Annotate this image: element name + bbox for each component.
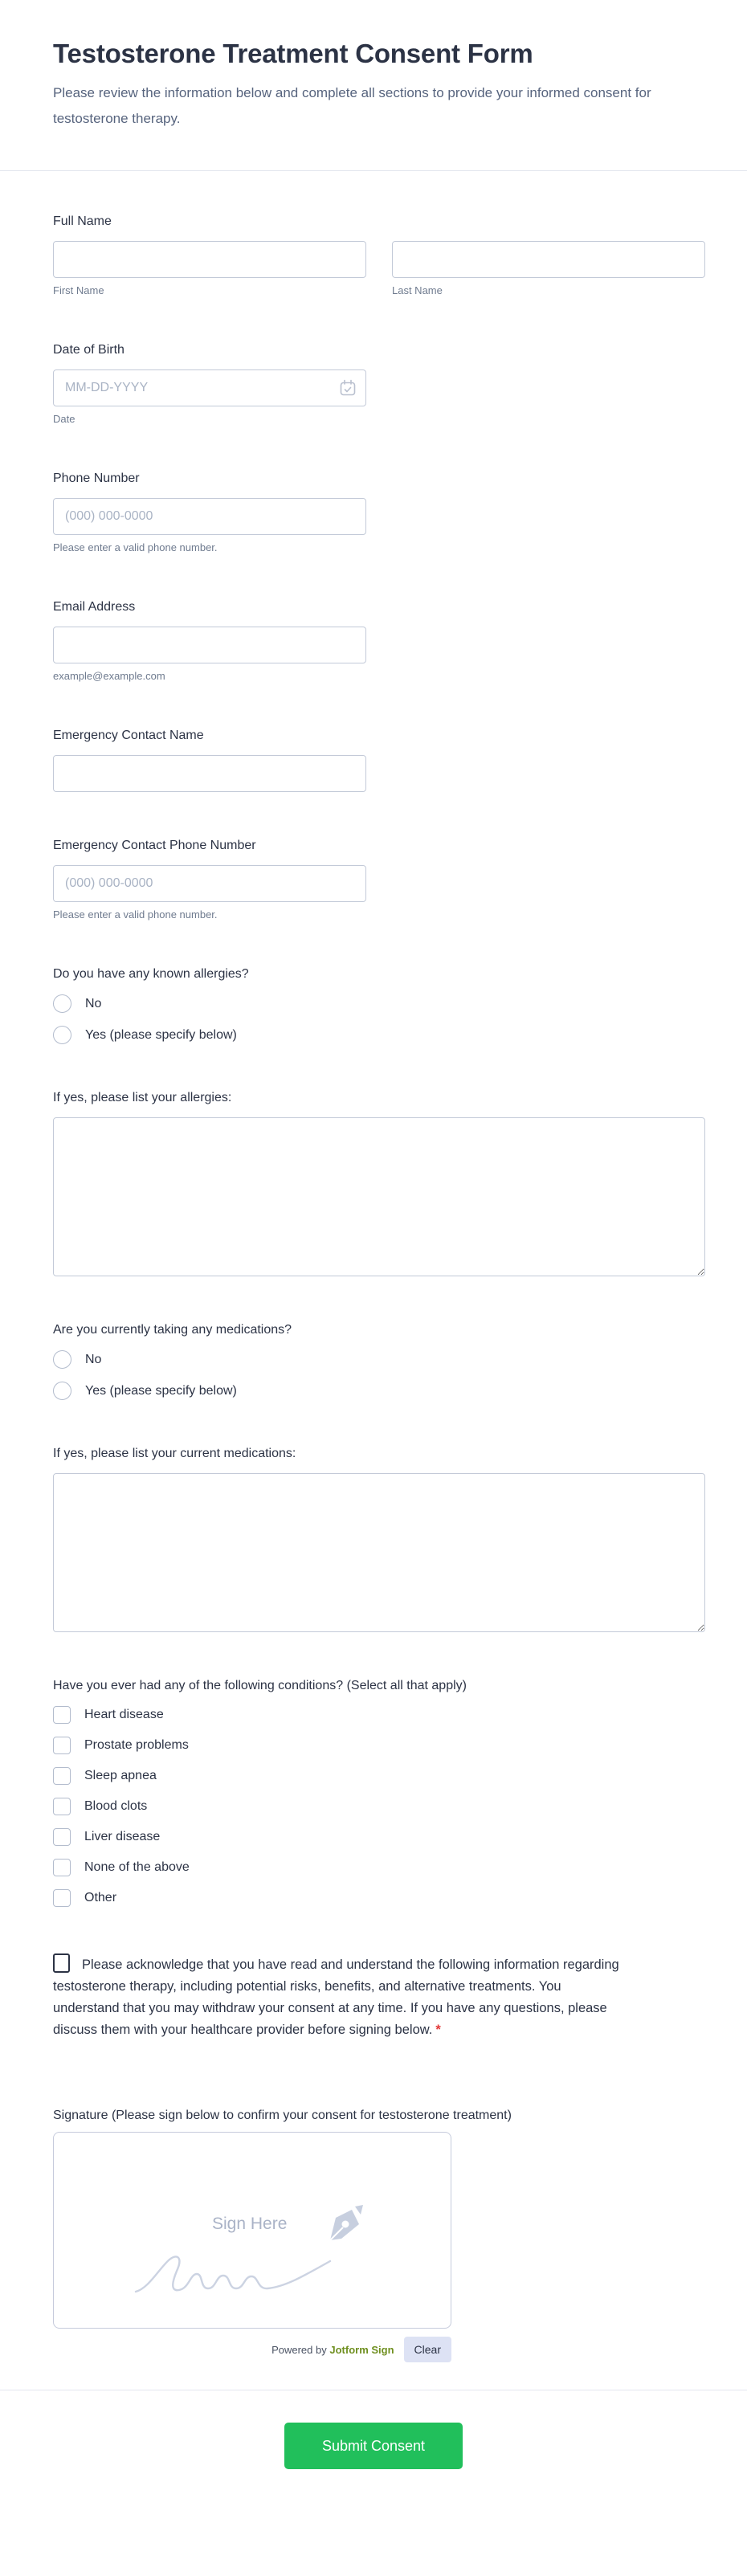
condition-option-none[interactable] (53, 1859, 705, 1876)
jotform-sign-brand: Jotform Sign (329, 2343, 394, 2356)
option-label: None of the above (84, 1860, 190, 1874)
emergency-phone-sublabel: Please enter a valid phone number. (53, 908, 218, 921)
option-label: Liver disease (84, 1830, 161, 1843)
option-label: Yes (please specify below) (85, 1027, 237, 1042)
allergies-list-label: If yes, please list your allergies: (53, 1091, 232, 1104)
field-allergies-list (53, 1091, 705, 1276)
calendar-check-icon[interactable] (339, 379, 357, 397)
medications-textarea[interactable] (53, 1473, 705, 1632)
phone-sublabel: Please enter a valid phone number. (53, 541, 218, 553)
submit-section (0, 2390, 747, 2511)
medications-option-no[interactable] (53, 1350, 705, 1369)
signature-squiggle-icon (133, 2247, 333, 2296)
field-signature (53, 2109, 705, 2362)
field-medications-choice (53, 1323, 705, 1400)
allergies-option-no[interactable] (53, 994, 705, 1013)
acknowledgment-checkbox[interactable] (53, 1953, 70, 1973)
field-emergency-name (53, 729, 705, 792)
radio-button-icon[interactable] (53, 1382, 71, 1400)
signature-label: Signature (Please sign below to confirm your consent for testosterone treatment) (53, 2109, 512, 2122)
dob-sublabel: Date (53, 413, 76, 425)
acknowledgment-text: Please acknowledge that you have read and understand the following information regarding testosterone therapy, including potential risks, benefits, and alternative treatments. You understand that you may withdraw your consent at any time. If you have any questions, please discuss them with your healthcare provider before signing below. (53, 1958, 619, 2037)
checkbox-icon[interactable] (53, 1828, 71, 1846)
dob-label: Date of Birth (53, 343, 124, 357)
last-name-sublabel: Last Name (392, 284, 443, 296)
powered-by-label: Powered by (271, 2343, 327, 2356)
page-title: Testosterone Treatment Consent Form (53, 39, 533, 68)
medications-option-yes[interactable] (53, 1382, 705, 1400)
allergies-choice-label: Do you have any known allergies? (53, 967, 249, 981)
signature-footer (53, 2337, 451, 2362)
option-label: No (85, 996, 102, 1010)
condition-option-sleep-apnea[interactable] (53, 1767, 705, 1785)
field-phone (53, 472, 705, 553)
required-asterisk: * (435, 2023, 441, 2037)
medications-choice-label: Are you currently taking any medications? (53, 1323, 292, 1337)
powered-by-text (271, 2344, 394, 2356)
option-label: Prostate problems (84, 1738, 189, 1752)
first-name-sublabel: First Name (53, 284, 104, 296)
acknowledgment-paragraph (53, 1953, 620, 2041)
option-label: Blood clots (84, 1799, 148, 1813)
email-label: Email Address (53, 600, 136, 614)
sign-here-text: Sign Here (212, 2215, 288, 2233)
emergency-phone-input[interactable] (53, 865, 366, 902)
full-name-label: Full Name (53, 214, 112, 228)
condition-option-other[interactable] (53, 1889, 705, 1907)
email-sublabel: example@example.com (53, 670, 165, 682)
emergency-phone-label: Emergency Contact Phone Number (53, 839, 256, 852)
full-name-row (53, 241, 705, 296)
option-label: Yes (please specify below) (85, 1383, 237, 1398)
signature-pad[interactable] (53, 2132, 451, 2329)
radio-button-icon[interactable] (53, 1026, 71, 1044)
form-subtitle: Please review the information below and complete all sections to provide your informed consent for testosterone therapy. (53, 85, 651, 126)
field-emergency-phone (53, 839, 705, 921)
field-medications-list (53, 1447, 705, 1632)
checkbox-icon[interactable] (53, 1767, 71, 1785)
condition-option-liver-disease[interactable] (53, 1828, 705, 1846)
last-name-input[interactable] (392, 241, 705, 278)
condition-option-prostate-problems[interactable] (53, 1737, 705, 1754)
checkbox-icon[interactable] (53, 1737, 71, 1754)
medications-options (53, 1350, 705, 1400)
conditions-label: Have you ever had any of the following conditions? (Select all that apply) (53, 1679, 467, 1692)
option-label: Sleep apnea (84, 1769, 157, 1782)
checkbox-icon[interactable] (53, 1889, 71, 1907)
first-name-input[interactable] (53, 241, 366, 278)
phone-label: Phone Number (53, 472, 140, 485)
radio-button-icon[interactable] (53, 1350, 71, 1369)
phone-input[interactable] (53, 498, 366, 535)
submit-button[interactable]: Submit Consent (284, 2423, 463, 2469)
emergency-name-input[interactable] (53, 755, 366, 792)
condition-option-heart-disease[interactable] (53, 1706, 705, 1724)
dob-input[interactable] (53, 369, 366, 406)
field-conditions (53, 1679, 705, 1907)
condition-option-blood-clots[interactable] (53, 1798, 705, 1815)
field-date-of-birth (53, 343, 705, 425)
checkbox-icon[interactable] (53, 1706, 71, 1724)
option-label: Other (84, 1891, 117, 1904)
email-input[interactable] (53, 627, 366, 663)
emergency-name-label: Emergency Contact Name (53, 729, 204, 742)
conditions-options (53, 1706, 705, 1907)
pen-nib-icon (325, 2203, 365, 2245)
last-name-col (392, 241, 705, 296)
field-email (53, 600, 705, 682)
clear-button[interactable]: Clear (404, 2337, 451, 2362)
checkbox-icon[interactable] (53, 1798, 71, 1815)
allergies-option-yes[interactable] (53, 1026, 705, 1044)
option-label: Heart disease (84, 1708, 164, 1721)
checkbox-icon[interactable] (53, 1859, 71, 1876)
allergies-options (53, 994, 705, 1044)
allergies-textarea[interactable] (53, 1117, 705, 1276)
first-name-col (53, 241, 366, 296)
dob-input-wrap (53, 369, 366, 406)
field-allergies-choice (53, 967, 705, 1044)
field-acknowledgment (53, 1953, 620, 2041)
form-body (0, 171, 747, 2362)
radio-button-icon[interactable] (53, 994, 71, 1013)
field-full-name (53, 214, 705, 296)
form-header (0, 0, 747, 132)
option-label: No (85, 1352, 102, 1366)
medications-list-label: If yes, please list your current medications: (53, 1447, 296, 1460)
